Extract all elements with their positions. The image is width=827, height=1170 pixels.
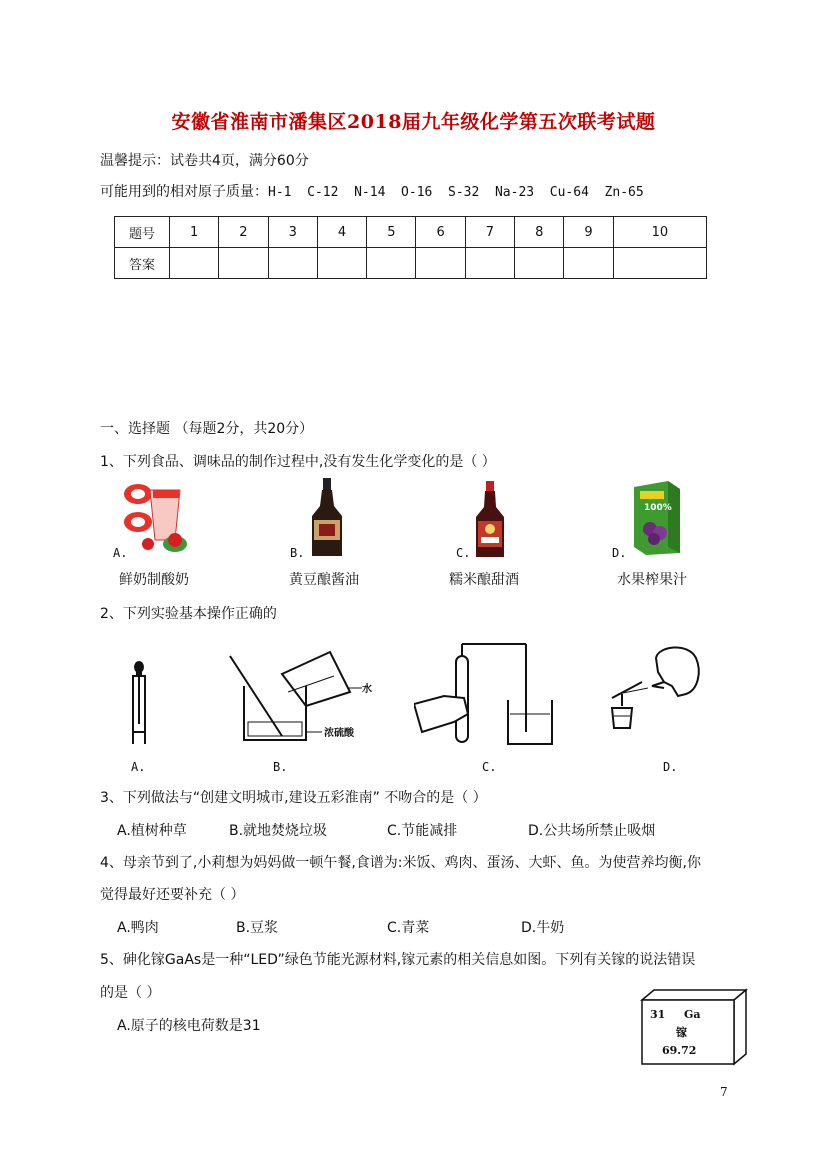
q3-option-d: D.公共场所禁止吸烟	[528, 823, 656, 839]
q3-option-c: C.节能减排	[387, 823, 458, 839]
q1-option-b-caption: 黄豆酿酱油	[289, 572, 359, 588]
q4-option-c: C.青菜	[387, 920, 430, 936]
gallium-element-card	[640, 988, 750, 1066]
element-name: 镓	[676, 1026, 687, 1039]
q4-option-a: A.鸭肉	[117, 920, 159, 936]
question-4-stem-cont: 觉得最好还要补充（ ）	[100, 887, 245, 903]
q1-option-c-letter: C.	[456, 546, 471, 560]
water-label: 水	[362, 684, 372, 695]
question-3-stem: 3、下列做法与“创建文明城市,建设五彩淮南” 不吻合的是（ ）	[100, 790, 487, 806]
element-number: 31	[650, 1008, 666, 1021]
q1-option-d-letter: D.	[612, 546, 627, 560]
q1-option-a-letter: A.	[113, 546, 128, 560]
q2-option-c: C.	[482, 760, 497, 774]
answer-cell[interactable]	[367, 248, 416, 279]
row-header-number: 题号	[115, 217, 170, 248]
q2-option-d: D.	[663, 760, 678, 774]
rice-wine-bottle-image	[470, 479, 510, 559]
q2-option-a: A.	[131, 760, 146, 774]
q1-option-d-caption: 水果榨果汁	[617, 572, 687, 588]
table-row	[115, 248, 707, 279]
table-row	[115, 217, 707, 248]
question-number-cell: 7	[465, 217, 514, 248]
element-mass: 69.72	[662, 1044, 697, 1057]
dilute-acid-image	[222, 648, 382, 748]
atomic-mass-values: H-1 C-12 N-14 O-16 S-32 Na-23 Cu-64 Zn-65	[268, 185, 644, 200]
atomic-mass-line	[100, 181, 644, 201]
airtightness-check-image	[414, 642, 564, 746]
answer-cell[interactable]	[268, 248, 317, 279]
answer-cell[interactable]	[317, 248, 366, 279]
question-1-stem: 1、下列食品、调味品的制作过程中,没有发生化学变化的是（ ）	[100, 454, 496, 470]
question-number-cell: 6	[416, 217, 465, 248]
atomic-mass-label: 可能用到的相对原子质量：	[100, 184, 268, 200]
page-title: 安徽省淮南市潘集区2018届九年级化学第五次联考试题	[171, 111, 656, 133]
question-number-cell: 1	[170, 217, 219, 248]
answer-cell[interactable]	[170, 248, 219, 279]
acid-label: 浓硫酸	[324, 728, 354, 739]
q4-option-b: B.豆浆	[236, 920, 279, 936]
question-4-stem: 4、母亲节到了,小莉想为妈妈做一顿午餐,食谱为:米饭、鸡肉、蛋汤、大虾、鱼。为使营养均衡,你	[100, 855, 701, 871]
tip-text: 温馨提示：试卷共4页，满分60分	[100, 153, 309, 169]
juice-brand-label: 100%	[644, 503, 672, 513]
answer-cell[interactable]	[465, 248, 514, 279]
answer-cell[interactable]	[613, 248, 706, 279]
question-2-stem: 2、下列实验基本操作正确的	[100, 606, 277, 622]
q3-option-b: B.就地焚烧垃圾	[229, 823, 328, 839]
question-number-cell: 3	[268, 217, 317, 248]
question-number-cell: 4	[317, 217, 366, 248]
question-number-cell: 8	[515, 217, 564, 248]
answer-table	[114, 216, 707, 279]
q1-option-a-caption: 鲜奶制酸奶	[119, 572, 189, 588]
q5-option-a: A.原子的核电荷数是31	[117, 1018, 261, 1034]
q3-option-a: A.植树种草	[117, 823, 187, 839]
juice-box-image	[628, 477, 684, 557]
element-symbol: Ga	[684, 1008, 701, 1021]
q1-option-b-letter: B.	[290, 546, 305, 560]
answer-cell[interactable]	[219, 248, 268, 279]
q2-option-b: B.	[273, 760, 288, 774]
question-number-cell: 9	[564, 217, 613, 248]
dropper-image	[124, 660, 154, 750]
question-number-cell: 10	[613, 217, 706, 248]
page-number: 7	[720, 1085, 728, 1099]
section-heading: 一、选择题 （每题2分，共20分）	[100, 421, 314, 437]
question-5-stem-cont: 的是（ ）	[100, 985, 161, 1001]
yogurt-image	[120, 480, 195, 560]
question-number-cell: 5	[367, 217, 416, 248]
row-header-answer: 答案	[115, 248, 170, 279]
question-5-stem: 5、砷化镓GaAs是一种“LED”绿色节能光源材料,镓元素的相关信息如图。下列有关镓的说法错误	[100, 952, 696, 968]
answer-cell[interactable]	[515, 248, 564, 279]
answer-cell[interactable]	[564, 248, 613, 279]
question-number-cell: 2	[219, 217, 268, 248]
q4-option-d: D.牛奶	[521, 920, 565, 936]
smell-gas-image	[608, 642, 708, 738]
answer-cell[interactable]	[416, 248, 465, 279]
q1-option-c-caption: 糯米酿甜酒	[449, 572, 519, 588]
soy-sauce-bottle-image	[302, 476, 352, 560]
